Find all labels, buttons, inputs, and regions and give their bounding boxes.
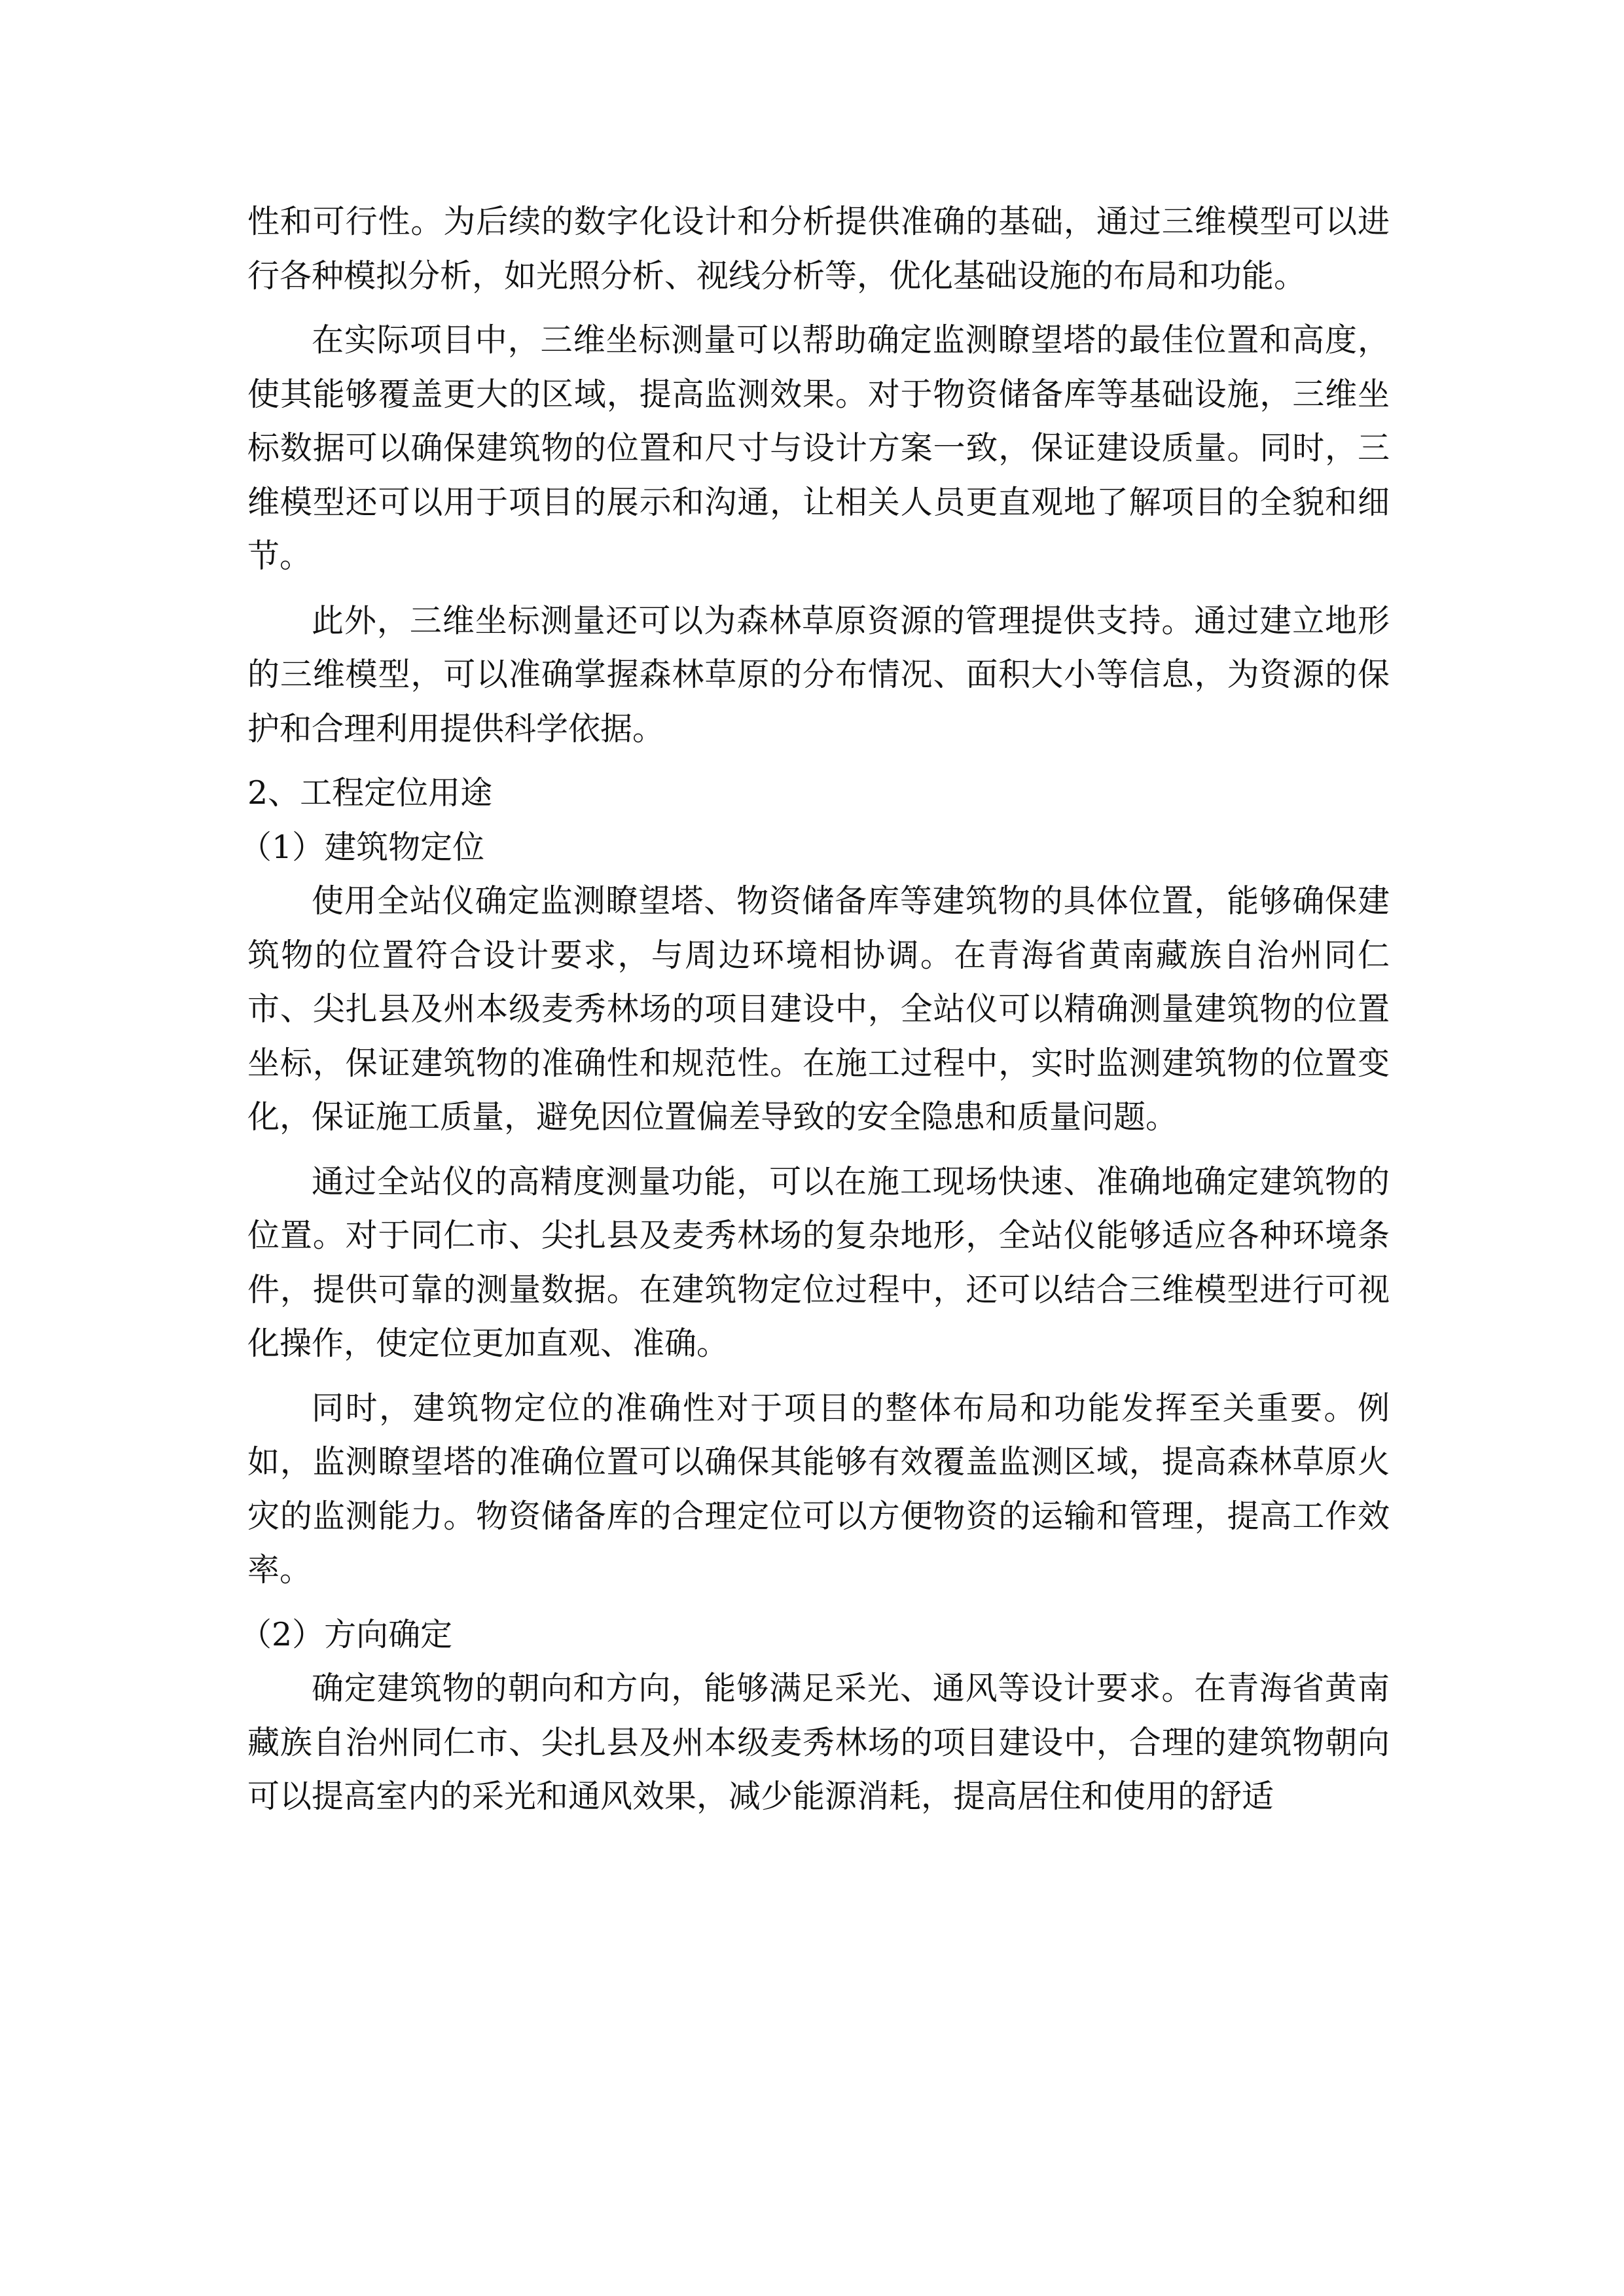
paragraph-3d-measurement-project: 在实际项目中，三维坐标测量可以帮助确定监测瞭望塔的最佳位置和高度，使其能够覆盖更大的区域，提高监测效果。对于物资储备库等基础设施，三维坐标数据可以确保建筑物的位置和尺寸与设计方案一致，保证建设质量。同时，三维模型还可以用于项目的展示和沟通，让相关人员更直观地了解项目的全貌和细节。 [247, 321, 1390, 575]
page-body [240, 195, 1390, 1835]
paragraph-3d-resource-management: 此外，三维坐标测量还可以为森林草原资源的管理提供支持。通过建立地形的三维模型，可以准确掌握森林草原的分布情况、面积大小等信息，为资源的保护和合理利用提供科学依据。 [247, 601, 1390, 747]
paragraph-continued: 性和可行性。为后续的数字化设计和分析提供准确的基础，通过三维模型可以进行各种模拟分析，如光照分析、视线分析等，优化基础设施的布局和功能。 [247, 203, 1390, 295]
subsection-heading-building-positioning: （1）建筑物定位 [240, 828, 485, 866]
paragraph-total-station-positioning: 使用全站仪确定监测瞭望塔、物资储备库等建筑物的具体位置，能够确保建筑物的位置符合设计要求，与周边环境相协调。在青海省黄南藏族自治州同仁市、尖扎县及州本级麦秀林场的项目建设中，全站仪可以精确测量建筑物的位置坐标，保证建筑物的准确性和规范性。在施工过程中，实时监测建筑物的位置变化，保证施工质量，避免因位置偏差导致的安全隐患和质量问题。 [247, 882, 1390, 1136]
section-heading: 2、工程定位用途 [247, 774, 493, 812]
paragraph-building-orientation: 确定建筑物的朝向和方向，能够满足采光、通风等设计要求。在青海省黄南藏族自治州同仁市、尖扎县及州本级麦秀林场的项目建设中，合理的建筑物朝向可以提高室内的采光和通风效果，减少能源消耗，提高居住和使用的舒适 [247, 1670, 1390, 1815]
paragraph-high-precision-measurement: 通过全站仪的高精度测量功能，可以在施工现场快速、准确地确定建筑物的位置。对于同仁市、尖扎县及麦秀林场的复杂地形，全站仪能够适应各种环境条件，提供可靠的测量数据。在建筑物定位过程中，还可以结合三维模型进行可视化操作，使定位更加直观、准确。 [247, 1162, 1390, 1362]
paragraph-positioning-importance: 同时，建筑物定位的准确性对于项目的整体布局和功能发挥至关重要。例如，监测瞭望塔的准确位置可以确保其能够有效覆盖监测区域，提高森林草原火灾的监测能力。物资储备库的合理定位可以方便物资的运输和管理，提高工作效率。 [247, 1389, 1390, 1588]
subsection-heading-orientation: （2）方向确定 [240, 1615, 453, 1653]
